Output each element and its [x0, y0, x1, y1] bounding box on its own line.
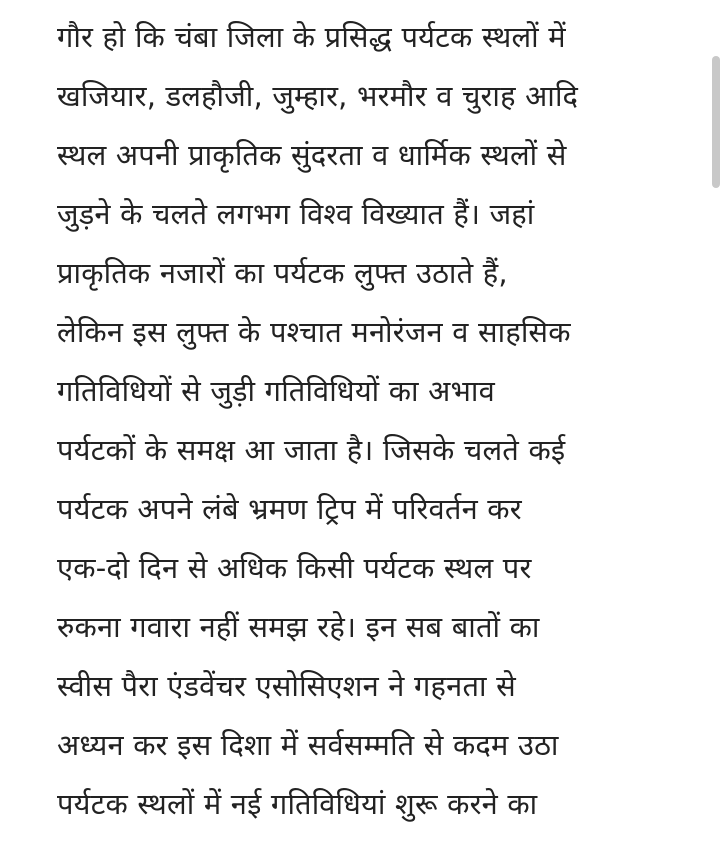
article-line: प्राकृतिक नजारों का पर्यटक लुफ्त उठाते हैं, — [57, 256, 508, 290]
article-line: पर्यटक अपने लंबे भ्रमण ट्रिप में परिवर्तन कर — [57, 492, 522, 526]
article-line: गतिविधियों से जुड़ी गतिविधियों का अभाव — [57, 374, 495, 408]
article-line: एक-दो दिन से अधिक किसी पर्यटक स्थल पर — [57, 551, 532, 585]
article-line: खजियार, डलहौजी, जुम्हार, भरमौर व चुराह आदि — [57, 79, 579, 113]
article-line: स्थल अपनी प्राकृतिक सुंदरता व धार्मिक स्थलों से — [57, 138, 567, 172]
article-line: पर्यटक स्थलों में नई गतिविधियां शुरू करने का — [57, 787, 538, 821]
article-line: जुड़ने के चलते लगभग विश्व विख्यात हैं। जहां — [57, 197, 535, 231]
article-line: गौर हो कि चंबा जिला के प्रसिद्ध पर्यटक स्थलों में — [57, 20, 566, 54]
article-line: अध्यन कर इस दिशा में सर्वसम्मति से कदम उठा — [57, 728, 559, 762]
article-line: स्वीस पैरा एंडवेंचर एसोसिएशन ने गहनता से — [57, 669, 516, 703]
vertical-scrollbar[interactable] — [712, 56, 720, 188]
article-line: रुकना गवारा नहीं समझ रहे। इन सब बातों का — [57, 610, 540, 644]
article-line: लेकिन इस लुफ्त के पश्चात मनोरंजन व साहसिक — [57, 315, 571, 349]
article-line: पर्यटकों के समक्ष आ जाता है। जिसके चलते कई — [57, 433, 566, 467]
article-body — [57, 8, 697, 834]
